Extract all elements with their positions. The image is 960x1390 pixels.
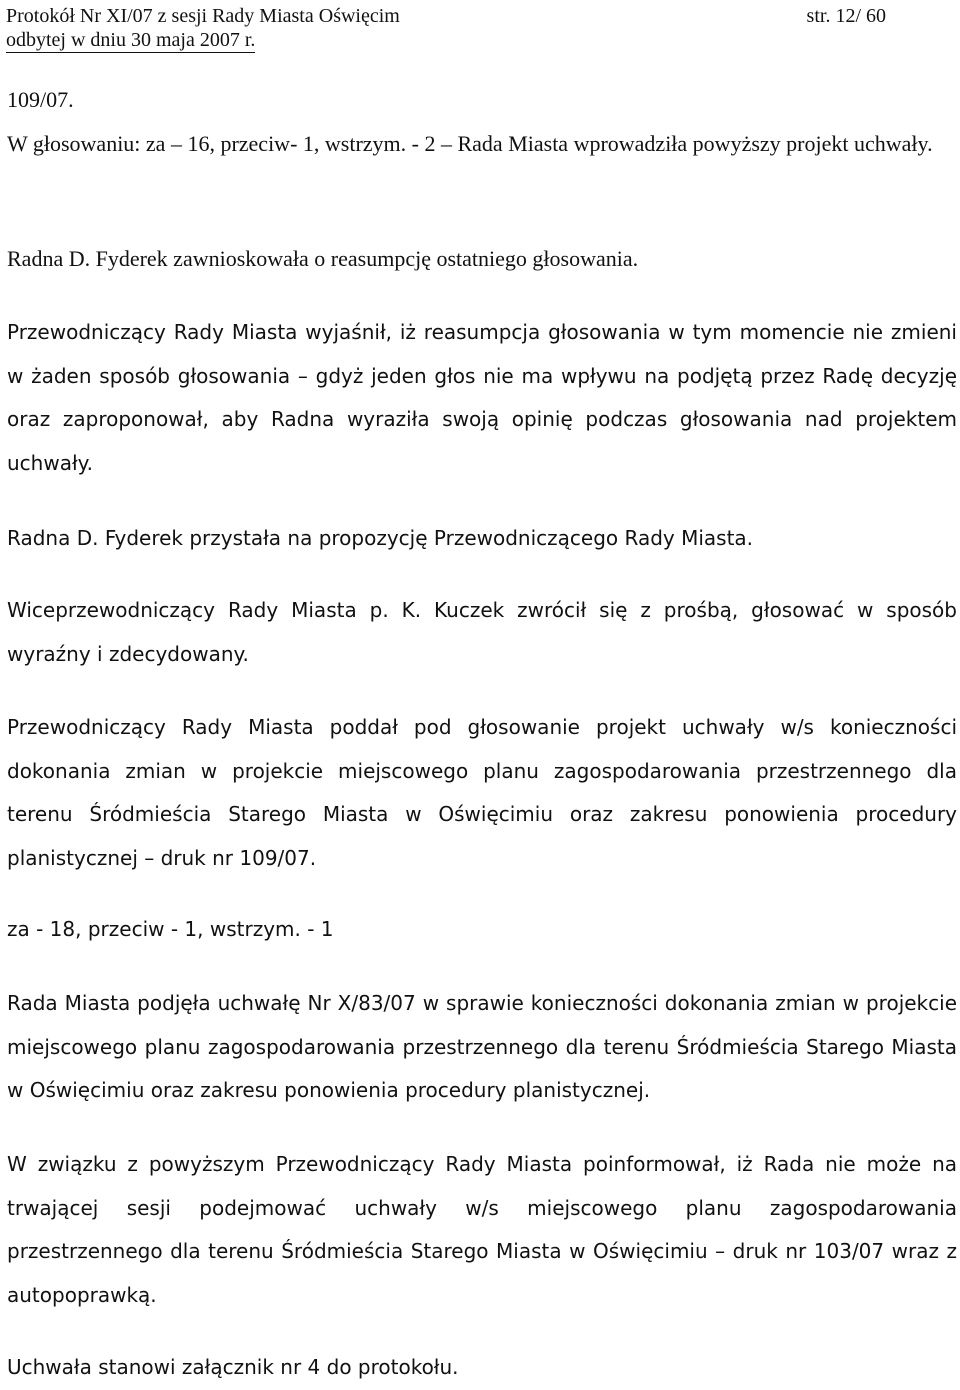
page-header <box>6 4 946 53</box>
paragraph-vote-tally: za - 18, przeciw - 1, wstrzym. - 1 <box>7 917 334 941</box>
paragraph-resolution-adopted: Rada Miasta podjęła uchwałę Nr X/83/07 w sprawie konieczności dokonania zmian w projekcie miejscowego planu zagospodarowania przestrzennego dla terenu Śródmieścia Starego Miasta w Oświęcimiu oraz zakresu ponowienia procedury planistycznej. <box>7 991 957 1102</box>
paragraph-chairman-explanation: Przewodniczący Rady Miasta wyjaśnił, iż reasumpcja głosowania w tym momencie nie zmieni w żaden sposób głosowania – gdyż jeden głos nie ma wpływu na podjętą przez Radę decyzję oraz zaproponował, aby Radna wyraziła swoją opinię podczas głosowania nad projektem uchwały. <box>7 320 957 475</box>
paragraph-reassumption-motion: Radna D. Fyderek zawnioskowała o reasumpcję ostatniego głosowania. <box>7 246 639 271</box>
paragraph-vice-chairman-request: Wiceprzewodniczący Rady Miasta p. K. Kuczek zwrócił się z prośbą, głosować w sposób wyraźny i zdecydowany. <box>7 598 957 666</box>
page-number: str. 12/ 60 <box>806 5 886 27</box>
header-top-line <box>6 4 946 28</box>
paragraph-chairman-announcement: W związku z powyższym Przewodniczący Rady Miasta poinformował, iż Rada nie może na trwającej sesji podejmować uchwały w/s miejscowego planu zagospodarowania przestrzennego dla terenu Śródmieścia Starego Miasta w Oświęcimiu – druk nr 103/07 wraz z autopoprawką. <box>7 1152 957 1307</box>
session-date: odbytej w dniu 30 maja 2007 r. <box>6 29 256 51</box>
paragraph-attachment-note: Uchwała stanowi załącznik nr 4 do protokołu. <box>7 1355 459 1379</box>
document-title: Protokół Nr XI/07 z sesji Rady Miasta Oświęcim <box>6 5 400 27</box>
paragraph-vote-result: W głosowaniu: za – 16, przeciw- 1, wstrzym. - 2 – Rada Miasta wprowadziła powyższy projekt uchwały. <box>7 131 933 156</box>
paragraph-print-number: 109/07. <box>7 87 74 112</box>
paragraph-councillor-agreement: Radna D. Fyderek przystała na propozycję Przewodniczącego Rady Miasta. <box>7 526 754 550</box>
paragraph-vote-call: Przewodniczący Rady Miasta poddał pod głosowanie projekt uchwały w/s konieczności dokonania zmian w projekcie miejscowego planu zagospodarowania przestrzennego dla terenu Śródmieścia Starego Miasta w Oświęcimiu oraz zakresu ponowienia procedury planistycznej – druk nr 109/07. <box>7 715 957 870</box>
